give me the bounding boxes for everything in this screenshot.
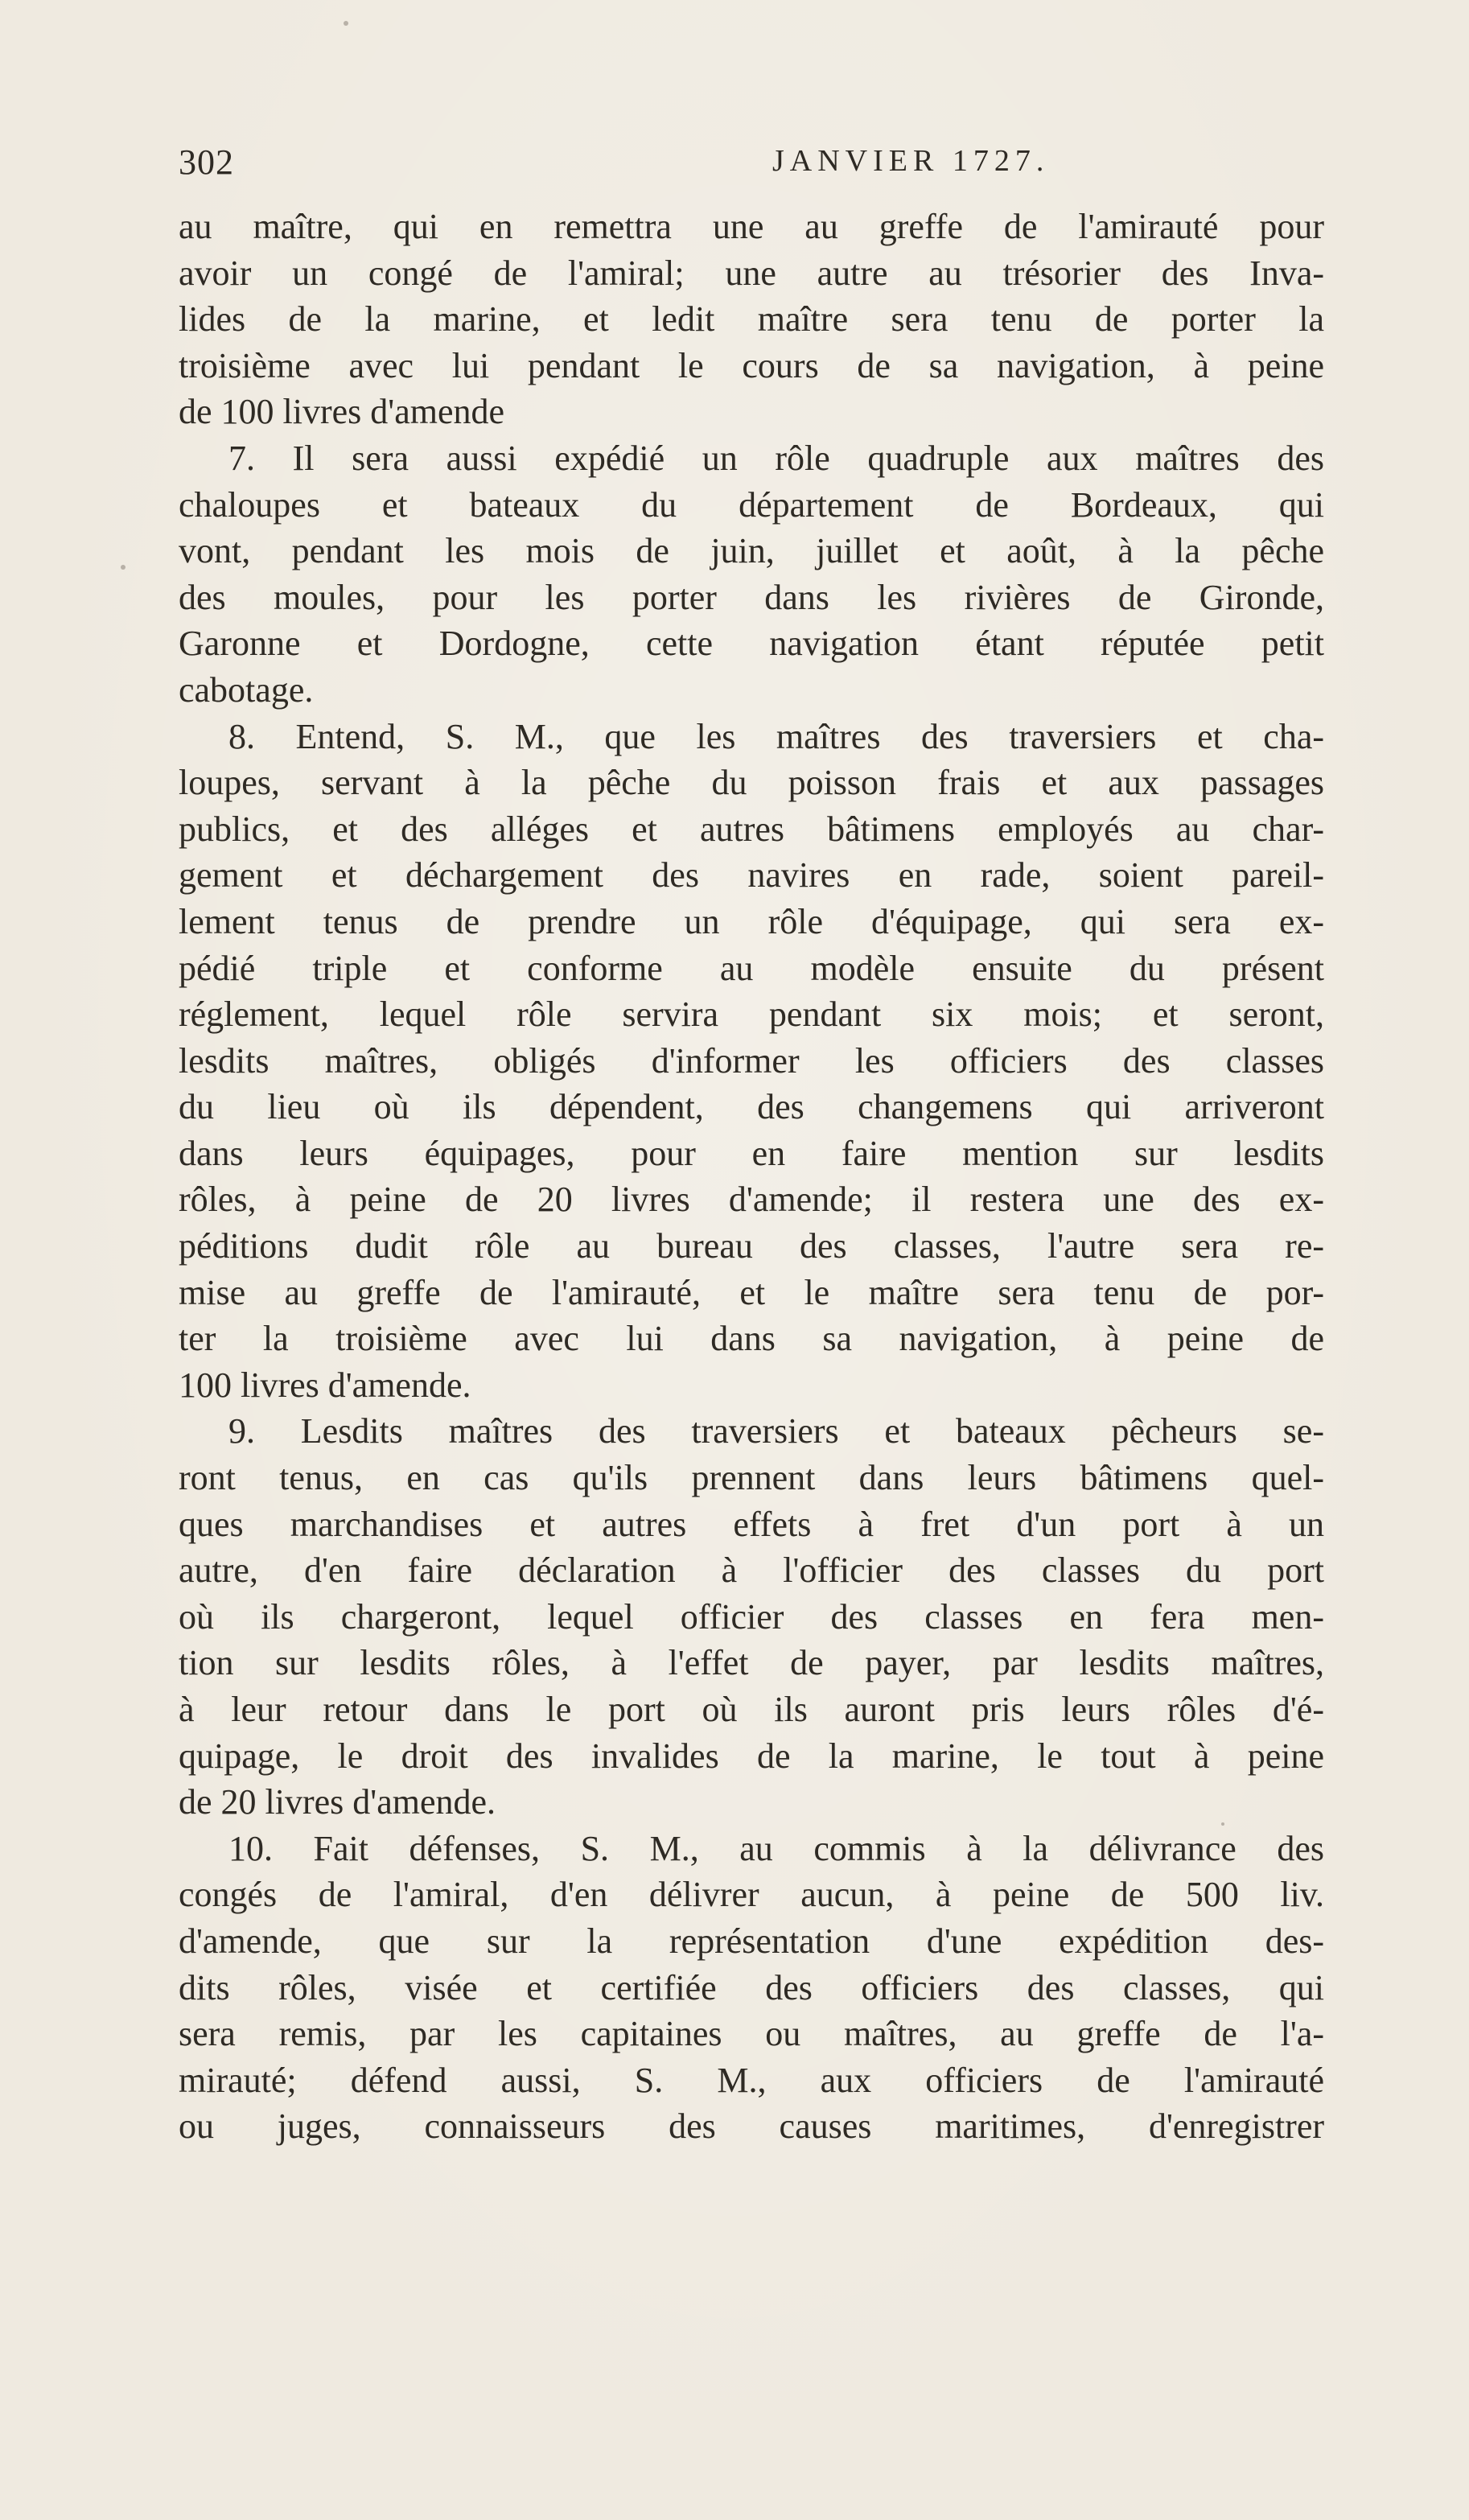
body-text — [179, 204, 1324, 2150]
text-line: de 20 livres d'amende. — [179, 1782, 496, 1822]
article-7-start: 7. Il sera aussi expédié un rôle quadruple aux maîtres des — [228, 438, 1324, 478]
text-line: mise au greffe de l'amirauté, et le maître sera tenu de por- — [179, 1272, 1324, 1312]
text-line: du lieu où ils dépendent, des changemens qui arriveront — [179, 1087, 1324, 1127]
paper-speck — [344, 21, 348, 26]
text-line: loupes, servant à la pêche du poisson frais et aux passages — [179, 763, 1324, 803]
text-line: ques marchandises et autres effets à fret d'un port à un — [179, 1504, 1324, 1544]
text-line: chaloupes et bateaux du département de Bordeaux, qui — [179, 484, 1324, 525]
text-line: au maître, qui en remettra une au greffe de l'amirauté pour — [179, 207, 1324, 246]
text-line: lides de la marine, et ledit maître sera tenu de porter la — [179, 299, 1324, 340]
text-line: pédié triple et conforme au modèle ensuite du présent — [179, 948, 1324, 988]
text-line: tion sur lesdits rôles, à l'effet de payer, par lesdits maîtres, — [179, 1643, 1324, 1683]
text-line: Garonne et Dordogne, cette navigation étant réputée petit — [179, 624, 1324, 664]
text-line: avoir un congé de l'amiral; une autre au trésorier des Inva- — [179, 253, 1324, 293]
page-number: 302 — [179, 142, 234, 182]
article-10-start: 10. Fait défenses, S. M., au commis à la délivrance des — [228, 1828, 1324, 1868]
article-8-start: 8. Entend, S. M., que les maîtres des traversiers et cha- — [228, 716, 1324, 756]
text-line: réglement, lequel rôle servira pendant six mois; et seront, — [179, 994, 1324, 1035]
paper-speck — [121, 565, 126, 570]
text-line: mirauté; défend aussi, S. M., aux officiers de l'amirauté — [179, 2060, 1324, 2100]
text-line: lesdits maîtres, obligés d'informer les officiers des classes — [179, 1040, 1324, 1081]
text-line: ront tenus, en cas qu'ils prennent dans leurs bâtimens quel- — [179, 1458, 1324, 1498]
text-line: ou juges, connaisseurs des causes maritimes, d'enregistrer — [179, 2106, 1324, 2147]
text-line: dits rôles, visée et certifiée des officiers des classes, qui — [179, 1967, 1324, 2007]
text-line: de 100 livres d'amende — [179, 392, 505, 432]
page-header — [179, 142, 1324, 190]
text-line: où ils chargeront, lequel officier des classes en fera men- — [179, 1596, 1324, 1637]
text-line: autre, d'en faire déclaration à l'officier des classes du port — [179, 1550, 1324, 1591]
text-line: cabotage. — [179, 669, 314, 710]
text-line: ter la troisième avec lui dans sa navigation, à peine de — [179, 1319, 1324, 1359]
text-line: dans leurs équipages, pour en faire mention sur lesdits — [179, 1133, 1324, 1173]
text-line: péditions dudit rôle au bureau des classes, l'autre sera re- — [179, 1226, 1324, 1266]
text-line: des moules, pour les porter dans les rivières de Gironde, — [179, 577, 1324, 617]
article-9-start: 9. Lesdits maîtres des traversiers et bateaux pêcheurs se- — [228, 1411, 1324, 1451]
text-line: quipage, le droit des invalides de la marine, le tout à peine — [179, 1736, 1324, 1776]
text-line: troisième avec lui pendant le cours de sa navigation, à peine — [179, 345, 1324, 385]
running-title: JANVIER 1727. — [772, 144, 1050, 178]
paper-speck — [1221, 1822, 1224, 1826]
text-line: sera remis, par les capitaines ou maîtres, au greffe de l'a- — [179, 2014, 1324, 2054]
text-line: vont, pendant les mois de juin, juillet et août, à la pêche — [179, 531, 1324, 571]
text-line: publics, et des alléges et autres bâtimens employés au char- — [179, 809, 1324, 849]
text-line: d'amende, que sur la représentation d'une expédition des- — [179, 1921, 1324, 1961]
text-line: gement et déchargement des navires en rade, soient pareil- — [179, 855, 1324, 896]
text-line: 100 livres d'amende. — [179, 1365, 471, 1405]
text-line: à leur retour dans le port où ils auront pris leurs rôles d'é- — [179, 1690, 1324, 1729]
text-line: lement tenus de prendre un rôle d'équipage, qui sera ex- — [179, 901, 1324, 941]
text-line: rôles, à peine de 20 livres d'amende; il restera une des ex- — [179, 1180, 1324, 1220]
text-line: congés de l'amiral, d'en délivrer aucun, à peine de 500 liv. — [179, 1875, 1324, 1915]
